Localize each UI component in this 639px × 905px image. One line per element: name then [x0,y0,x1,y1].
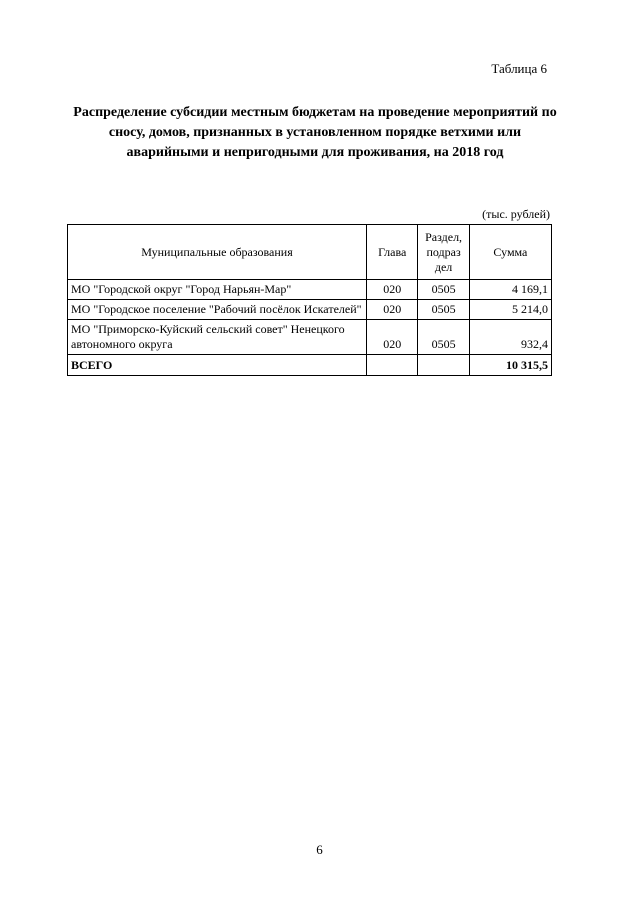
cell-head: 020 [367,280,418,300]
cell-municipality: МО "Городской округ "Город Нарьян-Мар" [68,280,367,300]
table-row [68,320,552,355]
header-municipalities: Муниципальные образования [68,225,367,280]
total-sum: 10 315,5 [469,355,551,376]
cell-section: 0505 [418,280,469,300]
page-number: 6 [316,842,323,857]
table-label: Таблица 6 [491,61,547,76]
cell-municipality: МО "Приморско-Куйский сельский совет" Ненецкого автономного округа [68,320,367,355]
total-head [367,355,418,376]
table-row [68,280,552,300]
cell-section: 0505 [418,320,469,355]
header-head: Глава [367,225,418,280]
cell-municipality: МО "Городское поселение "Рабочий посёлок Искателей" [68,300,367,320]
cell-section: 0505 [418,300,469,320]
cell-head: 020 [367,320,418,355]
table-header-row [68,225,552,280]
units-label: (тыс. рублей) [482,207,550,221]
cell-sum: 4 169,1 [469,280,551,300]
header-section: Раздел, подраз дел [418,225,469,280]
cell-head: 020 [367,300,418,320]
cell-sum: 5 214,0 [469,300,551,320]
cell-sum: 932,4 [469,320,551,355]
table-row [68,300,552,320]
document-title: Распределение субсидии местным бюджетам на проведение мероприятий по сносу, домов, признанных в установленном порядке ветхими или аварийными и непригодными для проживания, на 2018 год [73,105,557,160]
total-label: ВСЕГО [68,355,367,376]
total-section [418,355,469,376]
subsidy-table [67,224,552,376]
table-total-row [68,355,552,376]
header-sum: Сумма [469,225,551,280]
